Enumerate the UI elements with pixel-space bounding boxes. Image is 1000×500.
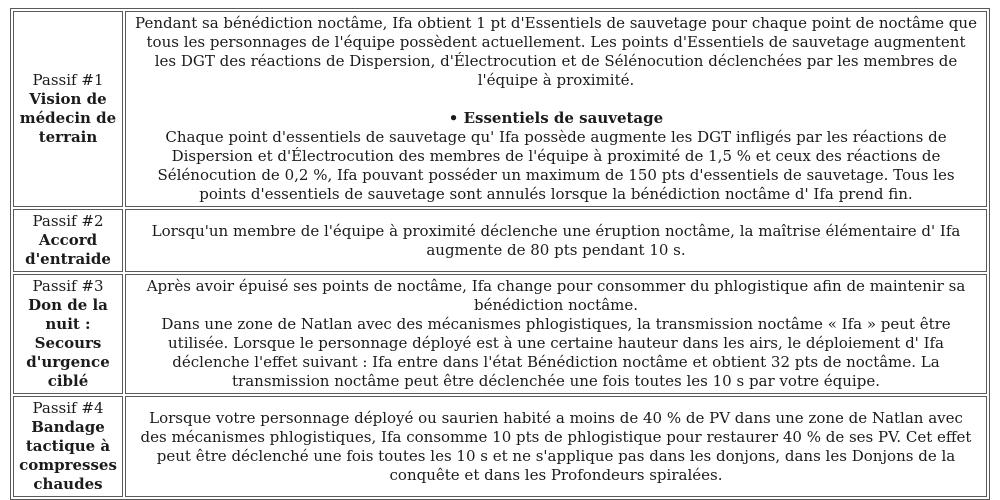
passives-table xyxy=(10,8,990,500)
table-row-passive-4 xyxy=(13,396,987,497)
passive-name: Don de la nuit : Secours d'urgence ciblé xyxy=(26,296,110,390)
table-row-passive-3 xyxy=(13,274,987,394)
passive-name: Vision de médecin de terrain xyxy=(19,90,117,146)
passive-title-cell xyxy=(13,11,123,207)
passive-description-cell xyxy=(125,274,987,394)
bullet-title: • Essentiels de sauvetage xyxy=(448,109,664,127)
passive-number: Passif #1 xyxy=(32,71,104,89)
passive-description-cell xyxy=(125,209,987,272)
passive-description-cell xyxy=(125,396,987,497)
passive-name: Bandage tactique à compresses chaudes xyxy=(19,418,117,493)
passive-number: Passif #2 xyxy=(32,212,104,230)
passive-description-cell xyxy=(125,11,987,207)
description-paragraph: Après avoir épuisé ses points de noctâme, Ifa change pour consommer du phlogistique afin de maintenir sa bénédiction noctâme. xyxy=(146,277,966,314)
table-row-passive-1 xyxy=(13,11,987,207)
description-paragraph: Chaque point d'essentiels de sauvetage qu' Ifa possède augmente les DGT infligés par les réactions de Dispersion et d'Électrocution des membres de l'équipe à proximité de 1,5 % et ceux des réactions de Sélénocution de 0,2 %, Ifa pouvant posséder un maximum de 150 pts d'essentiels de sauvetage. Tous les points d'essentiels de sauvetage sont annulés lorsque la bénédiction noctâme d' Ifa prend fin. xyxy=(157,128,955,203)
table-row-passive-2 xyxy=(13,209,987,272)
description-paragraph: Pendant sa bénédiction noctâme, Ifa obtient 1 pt d'Essentiels de sauvetage pour chaque point de noctâme que tous les personnages de l'équipe possèdent actuellement. Les points d'Essentiels de sauvetage augmentent les DGT des réactions de Dispersion, d'Électrocution et de Sélénocution déclenchées par les membres de l'équipe à proximité. xyxy=(135,14,977,89)
passive-number: Passif #3 xyxy=(32,277,104,295)
passive-title-cell xyxy=(13,209,123,272)
description-paragraph: Lorsque votre personnage déployé ou saurien habité a moins de 40 % de PV dans une zone de Natlan avec des mécanismes phlogistiques, Ifa consomme 10 pts de phlogistique pour restaurer 40 % de ses PV. Cet effet peut être déclenché une fois toutes les 10 s et ne s'applique pas dans les donjons, dans les Donjons de la conquête et dans les Profondeurs spiralées. xyxy=(140,408,972,484)
passive-name: Accord d'entraide xyxy=(25,231,111,268)
passive-number: Passif #4 xyxy=(32,399,104,417)
description-paragraph: Dans une zone de Natlan avec des mécanismes phlogistiques, la transmission noctâme « Ifa » peut être utilisée. Lorsque le personnage déployé est à une certaine hauteur dans les airs, le déploiement d' Ifa déclenche l'effet suivant : Ifa entre dans l'état Bénédiction noctâme et obtient 32 pts de noctâme. La transmission noctâme peut être déclenchée une fois toutes les 10 s par votre équipe. xyxy=(161,315,951,390)
passive-title-cell xyxy=(13,274,123,394)
passive-title-cell xyxy=(13,396,123,497)
description-paragraph: Lorsqu'un membre de l'équipe à proximité déclenche une éruption noctâme, la maîtrise élémentaire d' Ifa augmente de 80 pts pendant 10 s. xyxy=(151,221,961,259)
